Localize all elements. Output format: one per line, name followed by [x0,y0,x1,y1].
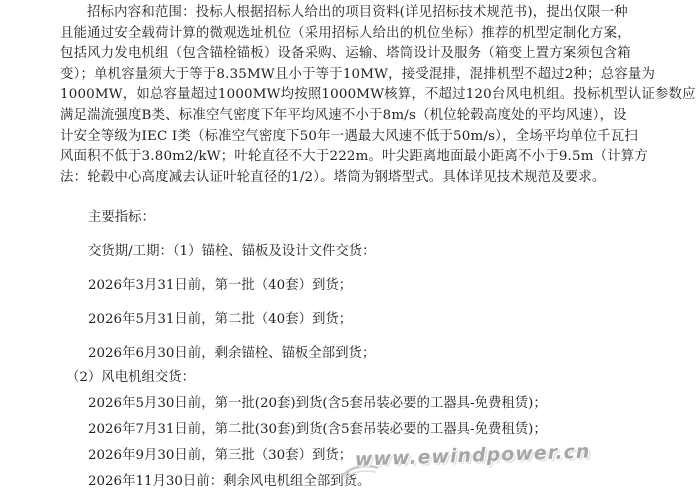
delivery-intro: 交货期/工期：（1）锚栓、锚板及设计文件交货： [88,244,376,259]
anchor-batch-item: 2026年6月30日前，剩余锚栓、锚板全部到货； [88,346,376,361]
turbine-batch-item: 2026年11月30日前：剩余风电机组全部到货。 [88,474,371,489]
paragraph-line: 且能通过安全载荷计算的微观选址机位（采用招标人给出的机位坐标）推荐的机型定制化方案， [60,25,631,41]
paragraph-line: 1000MW，如总容量超过1000MW均按照1000MW核算，不超过120台风电机组。投标机型认证参数应 [60,87,696,103]
paragraph-line: 法：轮毂中心高度减去认证叶轮直径的1/2）。塔筒为钢塔型式。具体详见技术规范及要求。 [60,169,606,185]
bid-scope-paragraph [60,3,696,188]
turbine-batch-item: 2026年7月31日前，第二批(30套)到货(含5套吊装必要的工器具-免费租赁)； [88,422,547,437]
watermark-text: www.ewindpower.cn [354,440,591,471]
turbine-delivery-intro: （2）风电机组交货： [66,370,196,385]
turbine-batch-item: 2026年9月30日前，第三批（30套）到货； [88,448,353,463]
turbine-batch-item: 2026年5月30日前，第一批(20套)到货(含5套吊装必要的工器具-免费租赁)； [88,396,547,411]
paragraph-line: 风面积不低于3.80m2/kW；叶轮直径不大于222m。叶尖距离地面最小距离不小于9.5m（计算方 [60,149,648,165]
paragraph-line: 包括风力发电机组（包含锚栓锚板）设备采购、运输、塔筒设计及服务（箱变上置方案须包含箱 [60,46,631,62]
paragraph-line: 计安全等级为IEC I类（标准空气密度下50年一遇最大风速不低于50m/s），全场平均单位千瓦扫 [60,128,638,144]
section-heading: 主要指标： [88,210,155,225]
paragraph-line: 招标内容和范围：投标人根据招标人给出的项目资料(详见招标技术规范书)，提出仅限一种 [87,5,628,20]
paragraph-line: 满足湍流强度B类、标准空气密度下年平均风速不小于8m/s（机位轮毂高度处的平均风速），设 [60,107,627,123]
paragraph-line: 变）；单机容量须大于等于8.35MW且小于等于10MW，接受混排，混排机型不超过2种；总容量为 [60,66,656,82]
anchor-batch-item: 2026年5月31日前，第二批（40套）到货； [88,312,353,327]
anchor-batch-item: 2026年3月31日前，第一批（40套）到货； [88,278,353,293]
